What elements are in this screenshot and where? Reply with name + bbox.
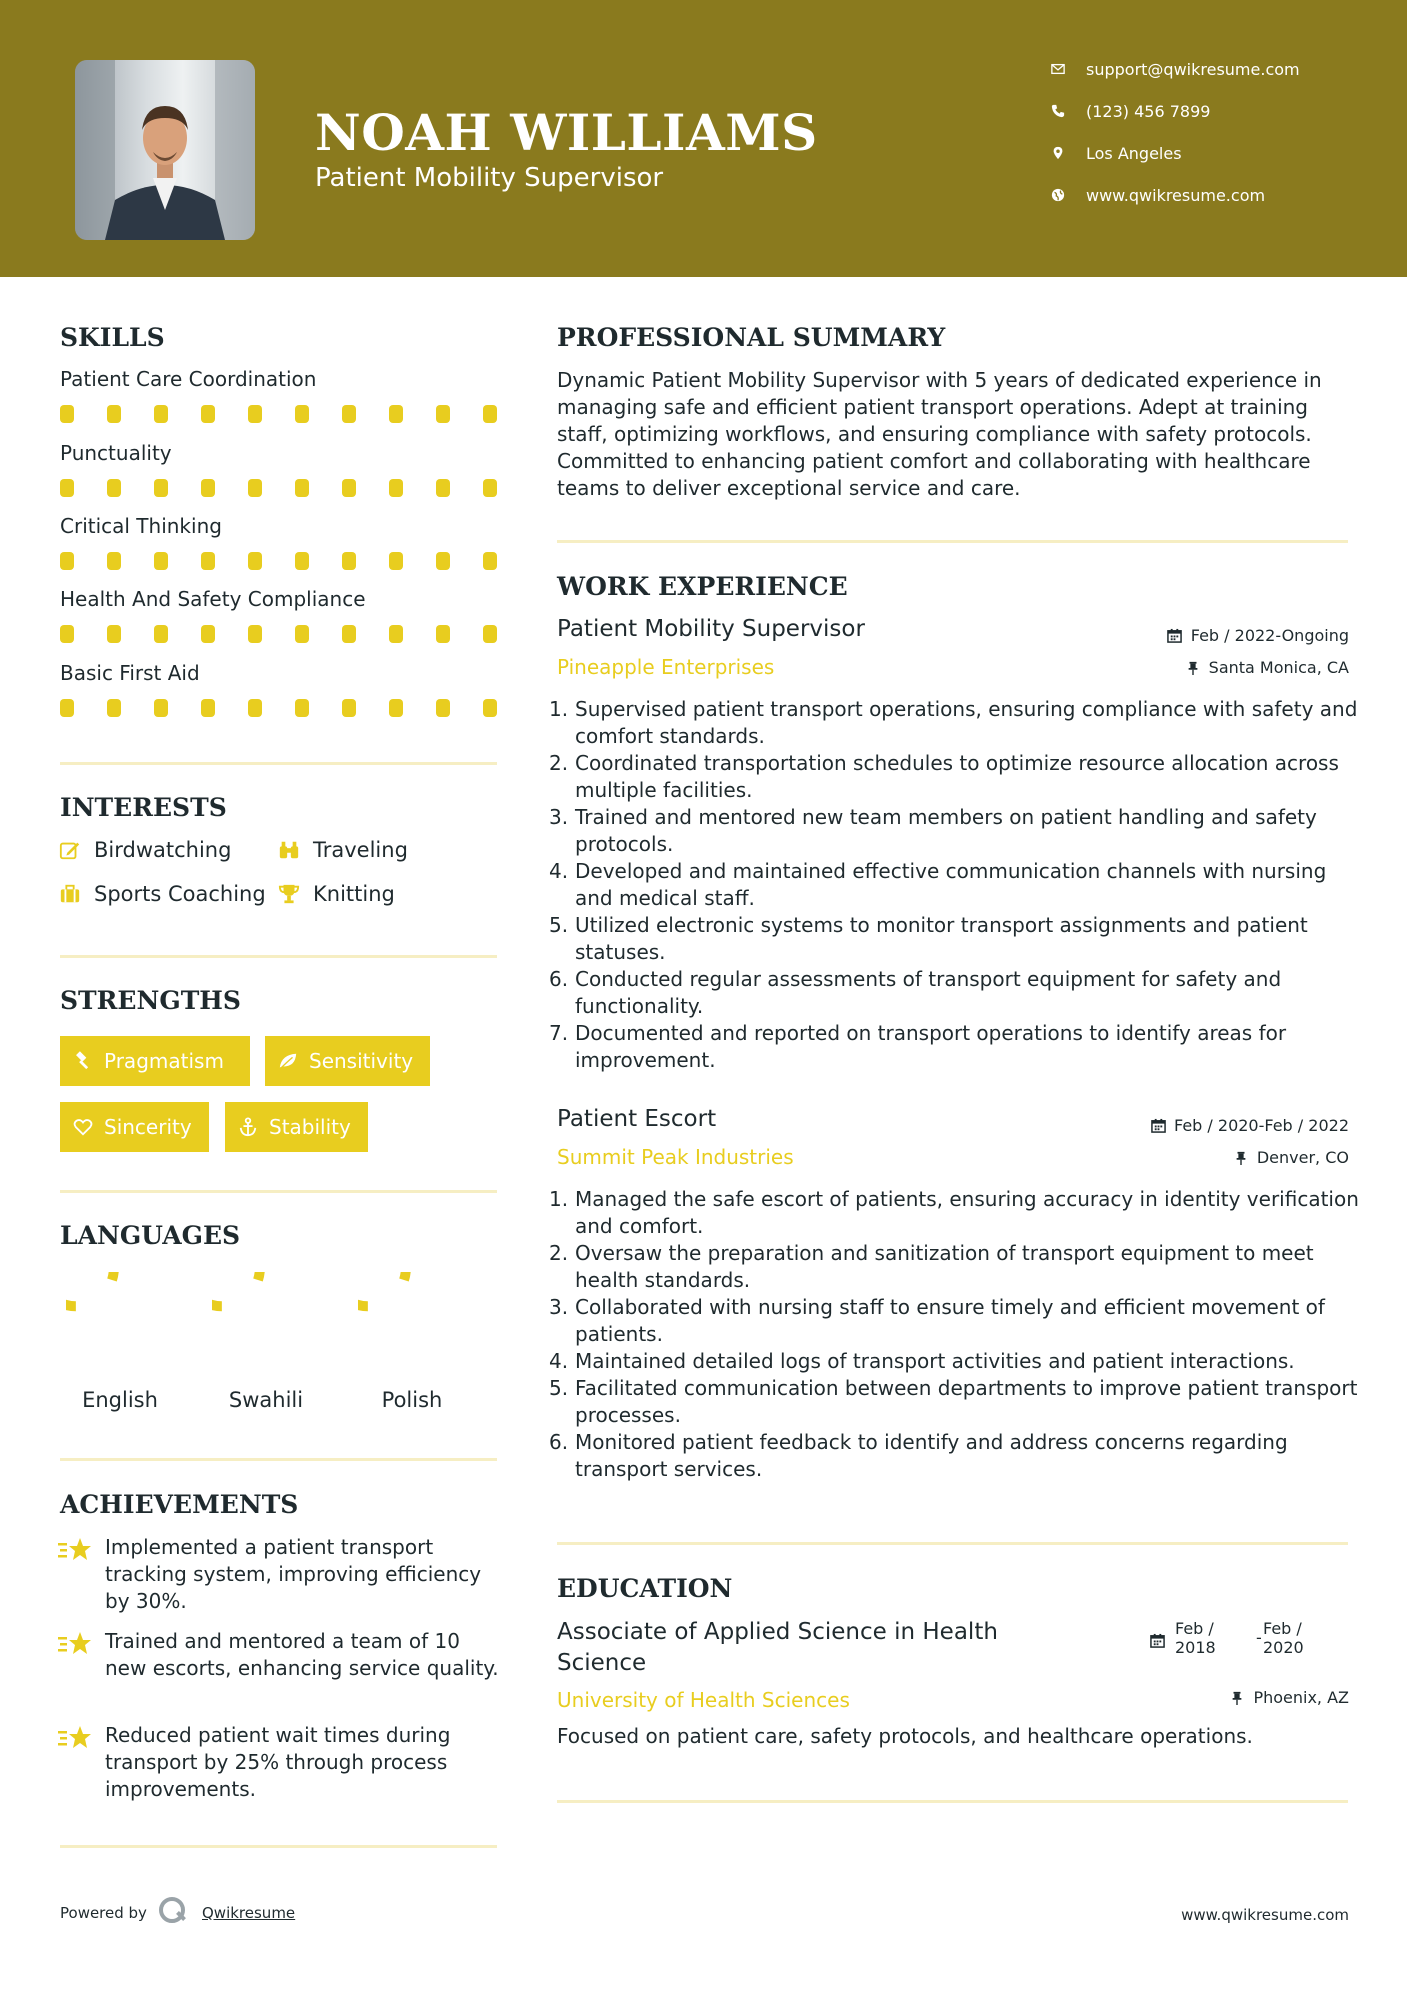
contact-email-text: support@qwikresume.com [1086, 59, 1300, 79]
job-date-text: Feb / 2020-Feb / 2022 [1174, 1116, 1349, 1135]
summary-text: Dynamic Patient Mobility Supervisor with 5 years of dedicated experience in managing safe and efficient patient transport operations. Adept at training staff, optimizing workflows, and ensuring compliance with safety protocols. Committed to enhancing patient comfort and collaborating with healthcare teams to deliver exceptional service and care. [557, 368, 1322, 500]
job-title: Patient Escort [557, 1106, 717, 1132]
skill-dot [295, 625, 309, 643]
skill-dot [483, 552, 497, 570]
language-ring-arc [358, 1272, 406, 1306]
date-line: Feb / [1263, 1619, 1302, 1638]
languages-heading: LANGUAGES [60, 1221, 241, 1250]
achievement-text: Reduced patient wait times during transport by 25% through process improvements. [105, 1723, 451, 1801]
interest-item [277, 882, 395, 906]
language-name: Swahili [228, 1388, 304, 1412]
job-title: Patient Mobility Supervisor [557, 616, 865, 642]
skill-dot [60, 479, 74, 497]
briefcase-icon [58, 882, 82, 906]
skill-dot [436, 625, 450, 643]
gavel-icon [72, 1050, 94, 1072]
language-name: Polish [381, 1388, 443, 1412]
education-location [1229, 1688, 1349, 1707]
education-location-text: Phoenix, AZ [1253, 1688, 1349, 1707]
skill-dot [107, 699, 121, 717]
contact-location-text: Los Angeles [1086, 143, 1182, 163]
section-divider [60, 955, 497, 958]
skill-level-dots [60, 699, 500, 719]
footer-website-link[interactable]: www.qwikresume.com [1181, 1906, 1349, 1924]
contact-website-text: www.qwikresume.com [1086, 185, 1266, 205]
skill-level-dots [60, 625, 500, 645]
job-location-text: Santa Monica, CA [1208, 658, 1349, 677]
skill-dot [342, 552, 356, 570]
interest-item [277, 838, 408, 862]
skill-level-dots [60, 405, 500, 425]
skill-dot [154, 625, 168, 643]
skill-dot [60, 405, 74, 423]
skill-dot [201, 405, 215, 423]
achievement-text: Trained and mentored a team of 10 new escorts, enhancing service quality. [105, 1629, 499, 1680]
section-divider [60, 762, 497, 765]
skill-dot [107, 625, 121, 643]
skill-dot [60, 552, 74, 570]
date-line: 2018 [1175, 1638, 1216, 1657]
interest-item [58, 838, 231, 862]
skill-dot [342, 405, 356, 423]
skill-level-dots [60, 479, 500, 499]
strength-badge [60, 1036, 250, 1086]
strength-label: Pragmatism [104, 1049, 224, 1073]
section-divider [60, 1845, 497, 1848]
skill-level-dots [60, 552, 500, 572]
date-line: 2020 [1263, 1638, 1304, 1657]
qwikresume-link[interactable]: Qwikresume [202, 1904, 296, 1922]
globe-icon [1050, 187, 1066, 203]
skill-dot [342, 699, 356, 717]
section-divider [557, 540, 1348, 543]
section-divider [60, 1458, 497, 1461]
degree-title: Associate of Applied Science in Health Science [557, 1619, 998, 1676]
responsibility-item: Maintained detailed logs of transport activities and patient interactions. [575, 1349, 1295, 1373]
interests-heading: INTERESTS [60, 793, 227, 822]
skill-dot [154, 479, 168, 497]
calendar-icon [1150, 1118, 1166, 1134]
responsibility-item: Monitored patient feedback to identify and address concerns regarding transport services. [575, 1430, 1288, 1481]
company-name: Pineapple Enterprises [557, 655, 775, 679]
contact-website[interactable] [1050, 183, 1390, 207]
job-responsibilities [557, 1186, 1362, 1483]
skill-dot [248, 699, 262, 717]
resume-header [0, 0, 1407, 277]
skill-dot [389, 479, 403, 497]
section-divider [557, 1800, 1348, 1803]
skill-dot [201, 625, 215, 643]
language-name: English [82, 1388, 158, 1412]
school-name: University of Health Sciences [557, 1688, 850, 1712]
responsibility-item: Conducted regular assessments of transport equipment for safety and functionality. [575, 967, 1282, 1018]
language-proficiency-ring [66, 1272, 158, 1364]
anchor-icon [237, 1116, 259, 1138]
job-responsibilities [557, 696, 1362, 1074]
strength-label: Stability [269, 1115, 351, 1139]
job-location-text: Denver, CO [1256, 1148, 1349, 1167]
skill-name: Health And Safety Compliance [60, 587, 366, 611]
pencil-square-icon [58, 838, 82, 862]
interest-label: Knitting [313, 882, 395, 906]
skill-dot [201, 479, 215, 497]
language-proficiency-ring [358, 1272, 450, 1364]
skill-dot [483, 479, 497, 497]
section-divider [557, 1542, 1348, 1545]
company-name: Summit Peak Industries [557, 1145, 794, 1169]
envelope-icon [1050, 61, 1066, 77]
interest-label: Traveling [313, 838, 408, 862]
date-line: Feb / [1175, 1619, 1214, 1638]
star-achievement-icon [58, 1629, 92, 1659]
responsibility-item: Oversaw the preparation and sanitization of transport equipment to meet health standards. [575, 1241, 1314, 1292]
skill-dot [483, 625, 497, 643]
summary-heading: PROFESSIONAL SUMMARY [557, 323, 946, 352]
skill-dot [107, 552, 121, 570]
skill-dot [248, 625, 262, 643]
skill-dot [60, 625, 74, 643]
strengths-heading: STRENGTHS [60, 986, 241, 1015]
skill-dot [107, 405, 121, 423]
skill-dot [154, 699, 168, 717]
trophy-icon [277, 882, 301, 906]
skill-dot [154, 405, 168, 423]
language-ring-arc [66, 1272, 114, 1306]
job-date [1150, 1116, 1349, 1135]
contact-phone[interactable] [1050, 99, 1390, 123]
job-date [1167, 626, 1349, 645]
contact-email[interactable] [1050, 57, 1390, 81]
location-pin-icon [1050, 145, 1066, 161]
phone-icon [1050, 103, 1066, 119]
profile-photo [75, 60, 255, 240]
education-end-date [1263, 1619, 1304, 1657]
skill-dot [389, 625, 403, 643]
responsibility-item: Supervised patient transport operations, ensuring compliance with safety and comfort standards. [575, 697, 1358, 748]
skill-dot [248, 479, 262, 497]
skill-dot [248, 552, 262, 570]
job-location [1233, 1148, 1349, 1167]
skill-dot [295, 699, 309, 717]
candidate-name: NOAH WILLIAMS [315, 103, 818, 162]
strength-badge [265, 1036, 430, 1086]
skill-dot [107, 479, 121, 497]
responsibility-item: Collaborated with nursing staff to ensure timely and efficient movement of patients. [575, 1295, 1325, 1346]
binoculars-icon [277, 838, 301, 862]
powered-by-label: Powered by [60, 1904, 147, 1922]
job-date-text: Feb / 2022-Ongoing [1190, 626, 1349, 645]
skill-dot [436, 552, 450, 570]
education-heading: EDUCATION [557, 1574, 733, 1603]
skill-dot [436, 479, 450, 497]
education-description: Focused on patient care, safety protocols, and healthcare operations. [557, 1724, 1253, 1748]
job-location [1185, 658, 1349, 677]
skill-dot [342, 625, 356, 643]
calendar-icon [1167, 628, 1183, 644]
skill-name: Critical Thinking [60, 514, 222, 538]
pushpin-icon [1233, 1150, 1249, 1166]
strength-label: Sincerity [104, 1115, 192, 1139]
responsibility-item: Utilized electronic systems to monitor transport assignments and patient statuses. [575, 913, 1308, 964]
candidate-role: Patient Mobility Supervisor [315, 163, 664, 193]
achievements-heading: ACHIEVEMENTS [60, 1490, 299, 1519]
skill-dot [389, 552, 403, 570]
skill-name: Punctuality [60, 441, 172, 465]
responsibility-item: Trained and mentored new team members on patient handling and safety protocols. [575, 805, 1317, 856]
interest-label: Birdwatching [94, 838, 232, 862]
skill-dot [60, 699, 74, 717]
skill-name: Patient Care Coordination [60, 367, 317, 391]
skill-dot [154, 552, 168, 570]
skill-dot [295, 479, 309, 497]
skill-dot [389, 405, 403, 423]
star-achievement-icon [58, 1535, 92, 1565]
qwikresume-logo-icon [158, 1896, 188, 1926]
pushpin-icon [1185, 660, 1201, 676]
skill-dot [248, 405, 262, 423]
interest-label: Sports Coaching [94, 882, 266, 906]
skill-dot [483, 699, 497, 717]
strength-badge [60, 1102, 209, 1152]
skill-dot [389, 699, 403, 717]
skill-dot [295, 552, 309, 570]
education-start-date [1175, 1619, 1216, 1657]
responsibility-item: Developed and maintained effective communication channels with nursing and medical staff. [575, 859, 1327, 910]
strength-badge [225, 1102, 368, 1152]
skill-name: Basic First Aid [60, 661, 200, 685]
language-ring-arc [212, 1272, 260, 1306]
heart-icon [72, 1116, 94, 1138]
skill-dot [436, 699, 450, 717]
achievement-text: Implemented a patient transport tracking system, improving efficiency by 30%. [105, 1535, 482, 1613]
contact-location [1050, 141, 1390, 165]
pushpin-icon [1229, 1690, 1245, 1706]
contact-phone-text: (123) 456 7899 [1086, 101, 1211, 121]
section-divider [60, 1190, 497, 1193]
responsibility-item: Facilitated communication between departments to improve patient transport processes. [575, 1376, 1358, 1427]
responsibility-item: Documented and reported on transport operations to identify areas for improvement. [575, 1021, 1287, 1072]
skill-dot [295, 405, 309, 423]
education-date-separator: - [1256, 1628, 1262, 1647]
responsibility-item: Coordinated transportation schedules to optimize resource allocation across multiple facilities. [575, 751, 1339, 802]
skill-dot [342, 479, 356, 497]
star-achievement-icon [58, 1723, 92, 1753]
leaf-icon [277, 1050, 299, 1072]
skill-dot [436, 405, 450, 423]
strength-label: Sensitivity [309, 1049, 414, 1073]
skills-heading: SKILLS [60, 323, 165, 352]
responsibility-item: Managed the safe escort of patients, ensuring accuracy in identity verification and comfort. [575, 1187, 1359, 1238]
experience-heading: WORK EXPERIENCE [557, 572, 848, 601]
interest-item [58, 882, 266, 906]
skill-dot [483, 405, 497, 423]
skill-dot [201, 552, 215, 570]
skill-dot [201, 699, 215, 717]
calendar-icon [1150, 1633, 1166, 1649]
language-proficiency-ring [212, 1272, 304, 1364]
